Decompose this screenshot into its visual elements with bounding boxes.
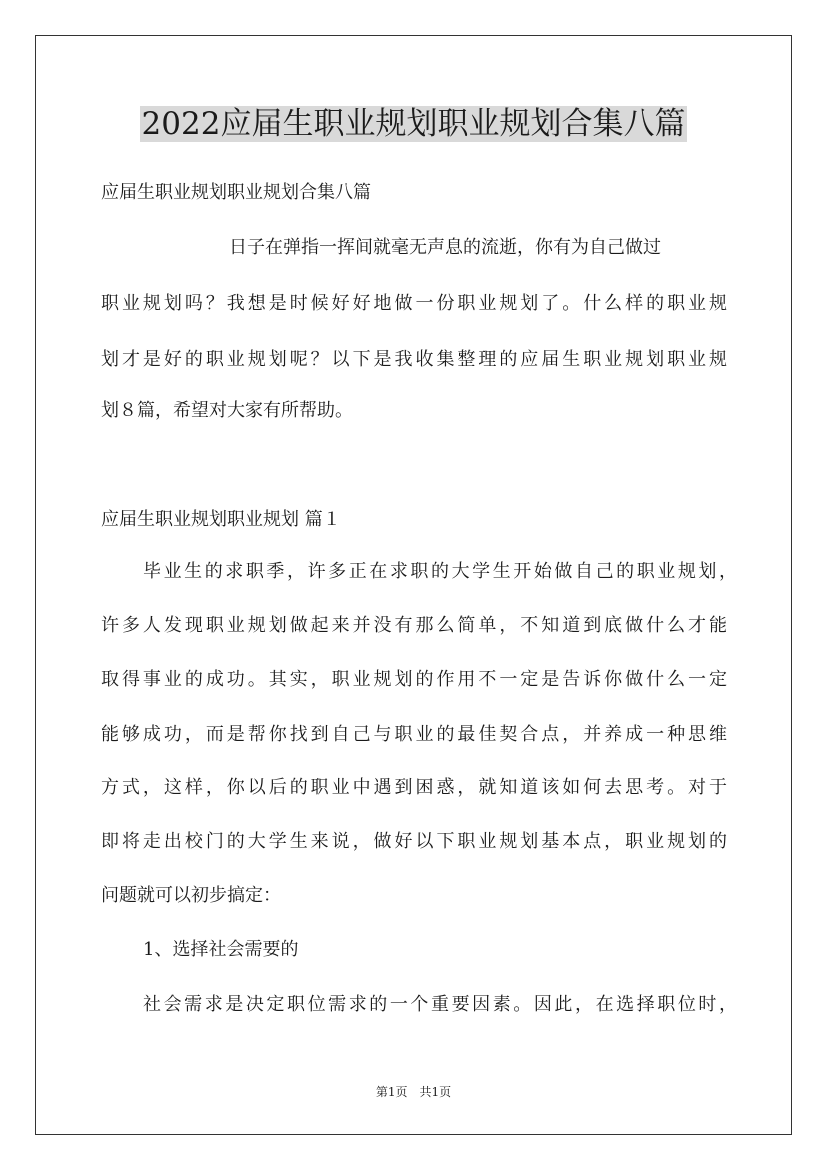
document-title-text: 2022应届生职业规划职业规划合集八篇 [141,106,686,142]
document-title [0,102,827,146]
intro-line-1: 日子在弹指一挥间就毫无声息的流逝，你有为自己做过 [229,237,661,258]
list-item-1: 1、选择社会需要的 [143,939,299,960]
section-heading: 应届生职业规划职业规划 篇１ [101,509,341,530]
intro-line-3: 划才是好的职业规划呢？以下是我收集整理的应届生职业规划职业规 [101,349,727,370]
body-line-2: 许多人发现职业规划做起来并没有那么简单，不知道到底做什么才能 [101,615,727,636]
intro-line-2: 职业规划吗？我想是时候好好地做一份职业规划了。什么样的职业规 [101,293,727,314]
page-footer: 第1页 共1页 [375,1085,452,1099]
body-line-7: 问题就可以初步搞定： [101,885,281,906]
intro-line-4: 划８篇，希望对大家有所帮助。 [101,400,353,421]
body-last-line: 社会需求是决定职位需求的一个重要因素。因此，在选择职位时， [143,994,737,1015]
body-line-6: 即将走出校门的大学生来说，做好以下职业规划基本点，职业规划的 [101,831,727,852]
body-line-1: 毕业生的求职季，许多正在求职的大学生开始做自己的职业规划， [143,561,737,582]
body-line-5: 方式，这样，你以后的职业中遇到困惑，就知道该如何去思考。对于 [101,777,727,798]
body-line-4: 能够成功，而是帮你找到自己与职业的最佳契合点，并养成一种思维 [101,724,727,745]
body-line-3: 取得事业的成功。其实，职业规划的作用不一定是告诉你做什么一定 [101,669,727,690]
document-subtitle: 应届生职业规划职业规划合集八篇 [101,182,371,203]
